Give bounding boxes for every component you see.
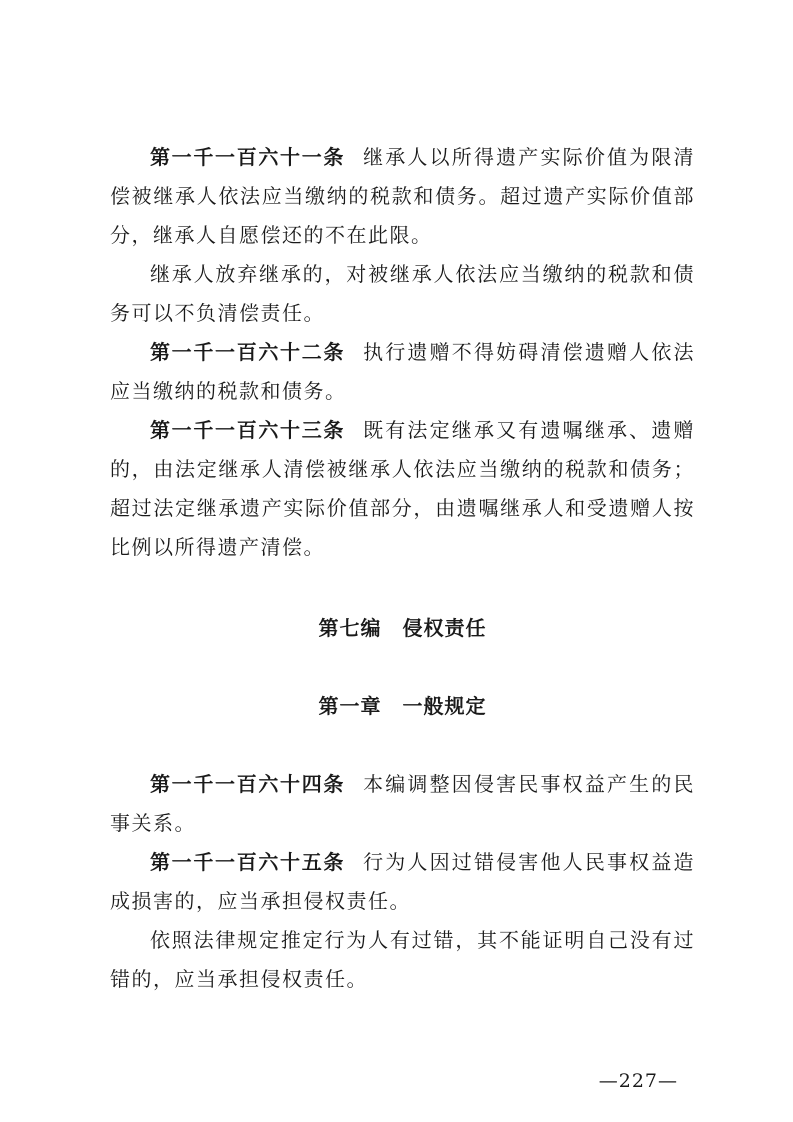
article-text: 依照法律规定推定行为人有过错，其不能证明自己没有过错的，应当承担侵权责任。 [110, 928, 695, 991]
article-text: 继承人以所得遗产实际价值为限清偿被继承人依法应当缴纳的税款和债务。超过遗产实际价值部分，继承人自愿偿还的不在此限。 [110, 145, 696, 247]
part-heading: 第七编 侵权责任 [318, 616, 487, 640]
article-1164-paragraph [110, 765, 695, 843]
article-1161-second-paragraph [110, 255, 695, 333]
article-text: 既有法定继承又有遗嘱继承、遗赠的，由法定继承人清偿被继承人依法应当缴纳的税款和债务；超过法定继承遗产实际价值部分，由遗嘱继承人和受遗赠人按比例以所得遗产清偿。 [110, 418, 696, 559]
article-number: 第一千一百六十三条 [150, 418, 346, 442]
article-1165-paragraph [110, 843, 695, 921]
article-1165-second-paragraph [110, 921, 695, 999]
chapter-heading: 第一章 一般规定 [318, 694, 487, 718]
page-number: —227— [598, 1070, 678, 1092]
article-text: 执行遗赠不得妨碍清偿遗赠人依法应当缴纳的税款和债务。 [110, 340, 696, 403]
article-number: 第一千一百六十四条 [150, 772, 346, 796]
article-text: 本编调整因侵害民事权益产生的民事关系。 [110, 772, 696, 835]
article-number: 第一千一百六十五条 [150, 850, 346, 874]
article-1161-paragraph [110, 138, 695, 255]
page-content [110, 138, 695, 999]
article-1163-paragraph [110, 411, 695, 567]
article-number: 第一千一百六十二条 [150, 340, 346, 364]
article-text: 继承人放弃继承的，对被继承人依法应当缴纳的税款和债务可以不负清偿责任。 [110, 262, 695, 325]
article-number: 第一千一百六十一条 [150, 145, 346, 169]
article-1162-paragraph [110, 333, 695, 411]
article-text: 行为人因过错侵害他人民事权益造成损害的，应当承担侵权责任。 [110, 850, 696, 913]
